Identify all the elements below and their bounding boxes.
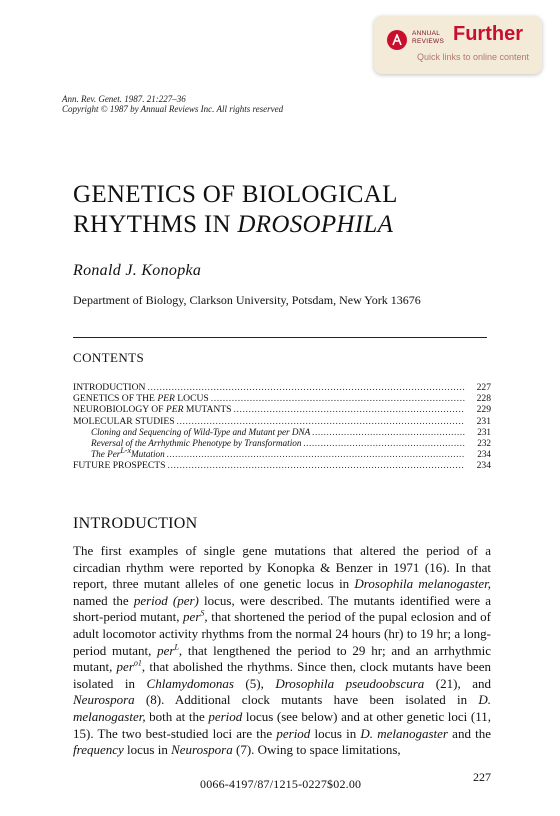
toc-leader-dots: [211, 393, 465, 404]
title-line-1: GENETICS OF BIOLOGICAL: [73, 181, 398, 208]
toc-label-superscript: L-x: [120, 446, 132, 456]
citation-line-1: Ann. Rev. Genet. 1987. 21:227–36: [62, 94, 186, 104]
toc-item-label: [73, 404, 232, 415]
toc-item-page: 231: [477, 426, 491, 437]
text-run: , that lengthened the period to 29 hr; and an arrhythmic mutant,: [73, 642, 491, 675]
toc-item-page: 228: [476, 393, 491, 405]
text-run-italic: period: [208, 708, 243, 724]
contents-heading: CONTENTS: [73, 350, 145, 365]
text-run-italic: period: [276, 725, 311, 741]
toc-item-genetics-per-locus[interactable]: [73, 393, 491, 404]
toc-item-label: Reversal of the Arrhythmic Phenotype by Transformation: [91, 438, 302, 449]
toc-item-introduction[interactable]: [73, 382, 491, 393]
table-of-contents: [73, 382, 491, 472]
author-name: Ronald J. Konopka: [73, 262, 202, 279]
toc-leader-dots: [234, 404, 465, 415]
toc-item-future-prospects[interactable]: [73, 460, 491, 471]
gene-name: per: [116, 659, 134, 675]
gene-name: per: [183, 609, 201, 625]
toc-item-page: 231: [476, 415, 491, 427]
text-run-italic: Neurospora: [73, 692, 135, 708]
toc-leader-dots: [303, 438, 465, 449]
toc-label-suffix: LOCUS: [174, 393, 209, 405]
toc-item-neurobiology-per-mutants[interactable]: [73, 404, 491, 415]
toc-subitem-reversal-arrhythmic[interactable]: [73, 438, 491, 449]
toc-subitem-cloning-sequencing[interactable]: [73, 427, 491, 438]
author-affiliation: Department of Biology, Clarkson University, Potsdam, New York 13676: [73, 293, 421, 307]
text-run: locus in: [310, 725, 361, 741]
title-line-2-prefix: RHYTHMS IN: [73, 211, 238, 238]
badge-further-text[interactable]: Further: [453, 23, 523, 45]
badge-publisher-name: [412, 30, 444, 45]
badge-annual-text: ANNUAL: [412, 30, 441, 37]
toc-label-italic: PER: [157, 393, 175, 405]
text-run: (7). Owing to space limitations,: [232, 742, 401, 758]
text-run: and the: [448, 725, 492, 741]
toc-item-molecular-studies[interactable]: [73, 416, 491, 427]
text-run-italic: Drosophila melanogaster,: [354, 576, 491, 592]
text-run-italic: D. melanogaster,: [73, 692, 491, 724]
annual-reviews-logo-icon: [387, 30, 407, 50]
toc-leader-dots: [312, 427, 465, 438]
toc-leader-dots: [147, 382, 465, 393]
citation-line-2: Copyright © 1987 by Annual Reviews Inc. All rights reserved: [62, 104, 284, 114]
text-run-italic: D. melanogaster: [360, 725, 448, 741]
title-line-2-italic: DROSOPHILA: [237, 211, 394, 238]
toc-item-label: Cloning and Sequencing of Wild-Type and Mutant per DNA: [91, 426, 311, 437]
toc-label-suffix: MUTANTS: [183, 404, 232, 416]
badge-subtitle: Quick links to online content: [417, 52, 530, 62]
toc-label-prefix: GENETICS OF THE: [73, 393, 158, 405]
further-badge[interactable]: [374, 16, 542, 74]
allele-per-l: [157, 643, 179, 658]
toc-leader-dots: [168, 460, 466, 471]
text-run: locus (see below) and at other genetic loci (11, 15). The two best-studied loci are the: [73, 708, 491, 741]
toc-item-label: FUTURE PROSPECTS: [73, 460, 166, 472]
allele-superscript: L: [174, 642, 179, 652]
text-run: named the: [73, 592, 134, 608]
text-run: (21), and: [424, 675, 491, 691]
toc-item-page: 234: [476, 460, 491, 472]
allele-superscript: o1: [133, 658, 142, 668]
text-run-italic: frequency: [73, 742, 124, 758]
text-run-italic: Chlamydomonas: [146, 675, 234, 691]
toc-leader-dots: [167, 449, 465, 460]
toc-item-label: [73, 393, 209, 404]
article-title: [73, 180, 513, 240]
text-run: , that abolished the rhythms. Since then, clock mutants have been isolated in: [73, 659, 491, 691]
introduction-heading: INTRODUCTION: [73, 515, 198, 532]
text-run: (5),: [233, 675, 276, 691]
paragraph-text: [73, 543, 491, 759]
toc-label-italic: PER: [165, 404, 184, 416]
toc-leader-dots: [177, 416, 465, 427]
allele-per-s: [183, 609, 204, 624]
text-run: , that shortened the period of the pupal eclosion and of adult locomotor activity rhythms from the normal 24 hours (hr) to 19 hr; a long-period mutant,: [73, 609, 491, 658]
section-divider: [73, 337, 487, 338]
allele-per-o1: [117, 659, 142, 674]
toc-label-suffix: Mutation: [131, 449, 165, 460]
toc-item-label: [91, 446, 165, 460]
text-run-italic: Neurospora: [171, 742, 233, 758]
toc-item-page: 234: [477, 449, 491, 460]
gene-name: per: [157, 642, 175, 658]
text-run: locus, were described. The mutants identified were a short-period mutant,: [73, 592, 491, 625]
toc-label-prefix: NEUROBIOLOGY OF: [73, 404, 166, 416]
toc-item-page: 232: [477, 438, 491, 449]
text-run: (8). Additional clock mutants have been isolated in: [134, 692, 479, 708]
page-number: 227: [473, 770, 491, 784]
text-run: The first examples of single gene mutations that altered the period of a circadian rhythm were reported by Konopka & Benzer in 1971 (16). In that report, three mutant alleles of one genetic locus in: [73, 543, 491, 592]
text-run: locus in: [123, 742, 172, 758]
text-run: both at the: [145, 708, 209, 724]
badge-reviews-text: REVIEWS: [412, 37, 445, 45]
toc-item-page: 229: [476, 404, 491, 416]
title-line-2: [73, 210, 513, 240]
toc-subitem-perlx-mutation[interactable]: [73, 446, 491, 460]
text-run-italic: period (per): [133, 592, 199, 608]
allele-superscript: S: [200, 609, 205, 619]
toc-item-label: INTRODUCTION: [73, 382, 146, 393]
introduction-paragraph: [73, 543, 491, 759]
journal-citation: [62, 94, 283, 114]
toc-label-prefix: The Per: [91, 449, 121, 460]
toc-item-label: MOLECULAR STUDIES: [73, 415, 175, 427]
text-run-italic: Drosophila pseudoobscura: [275, 675, 425, 691]
toc-item-page: 227: [476, 382, 491, 393]
article-price-code: 0066-4197/87/1215-0227$02.00: [200, 777, 362, 791]
